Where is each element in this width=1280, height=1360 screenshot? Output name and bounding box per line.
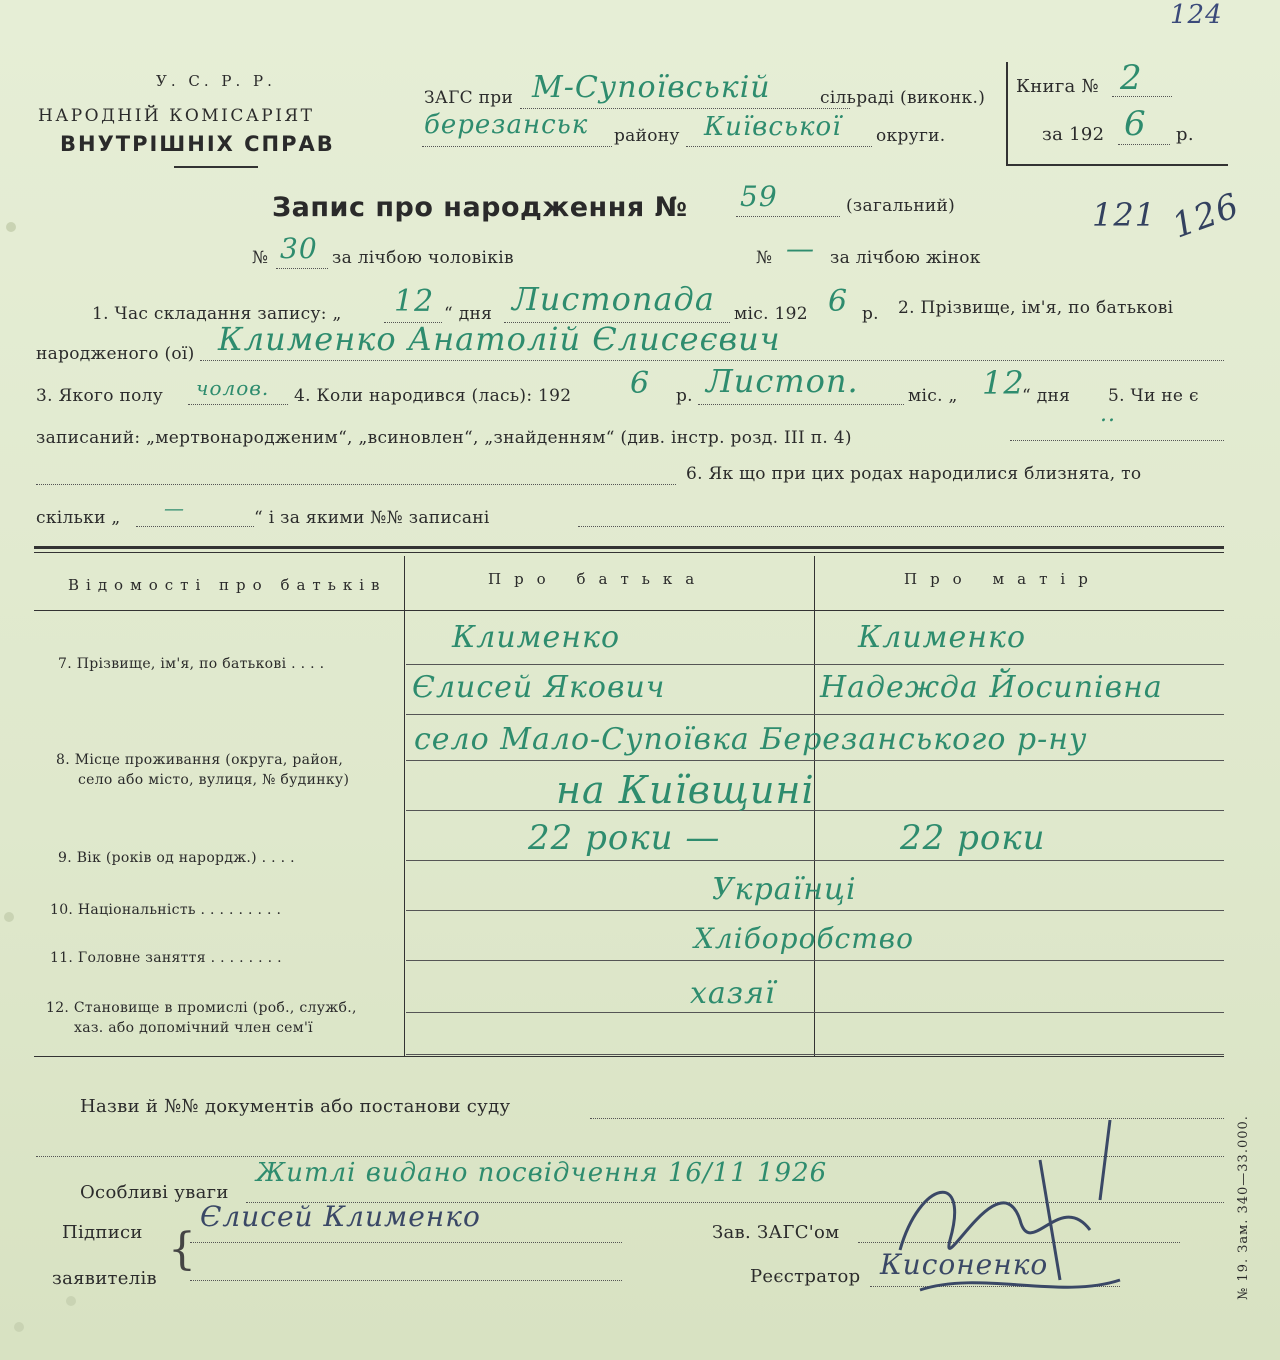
f1-label: 1. Час складання запису: „ xyxy=(92,304,342,324)
record-general: (загальний) xyxy=(846,196,956,216)
registrar-value: Кисоненко xyxy=(880,1248,1049,1281)
punch-hole xyxy=(4,912,14,922)
table-col-2: Про батька xyxy=(488,570,708,588)
record-number-line xyxy=(736,216,840,217)
brace: { xyxy=(168,1224,197,1275)
book-number: 2 xyxy=(1120,58,1143,98)
f2-label: 2. Прізвище, ім'я, по батькові xyxy=(898,298,1174,318)
zags-label: ЗАГС при xyxy=(424,88,514,108)
district-value: березанськ xyxy=(424,110,589,140)
f3-label: 3. Якого полу xyxy=(36,386,164,406)
f4-month-suffix: міс. „ xyxy=(908,386,958,406)
punch-hole xyxy=(6,222,16,232)
mother-surname: Клименко xyxy=(858,620,1027,655)
table-top-rule-2 xyxy=(34,552,1224,553)
table-row-line xyxy=(406,1054,1224,1055)
women-prefix: № xyxy=(756,248,773,268)
f1-month: Листопада xyxy=(512,280,715,318)
book-year-label: за 192 xyxy=(1042,124,1105,145)
book-number-line xyxy=(1112,96,1172,97)
f4-year: 6 xyxy=(630,366,651,401)
f3-line xyxy=(188,404,288,405)
residence-line-1: село Мало-Супоївка Березанського р-ну xyxy=(414,722,1088,757)
notes-label: Особливі уваги xyxy=(80,1182,229,1203)
nationality: Українці xyxy=(712,872,857,907)
f6-value: — xyxy=(164,496,185,520)
table-divider-1 xyxy=(404,556,405,1056)
book-year-suffix: р. xyxy=(1176,124,1194,145)
row9-label: 9. Вік (років од нарордж.) . . . . xyxy=(58,850,295,866)
f5-label: 5. Чи не є xyxy=(1108,386,1199,406)
zags-village-line xyxy=(520,108,850,109)
book-label: Книга № xyxy=(1016,76,1099,97)
age-mother: 22 роки xyxy=(900,818,1046,858)
okruha-line xyxy=(686,146,872,147)
f6-label: 6. Як що при цих родах народилися близнята, то xyxy=(686,464,1142,484)
header-ussr: У. С. Р. Р. xyxy=(156,72,276,90)
head-label: Зав. ЗАГС'ом xyxy=(712,1222,840,1243)
table-row-line xyxy=(406,910,1224,911)
table-row-line xyxy=(406,960,1224,961)
table-col-3: Про матір xyxy=(904,570,1101,588)
f1-year-suffix: р. xyxy=(862,304,879,324)
f6-line2a: скільки „ xyxy=(36,508,121,528)
table-col-1: Відомості про батьків xyxy=(68,576,387,594)
side-print: № 19. Зам. 340—33.000. xyxy=(1236,1115,1251,1300)
f1-month-suffix: міс. 192 xyxy=(734,304,808,324)
f4-year-suffix: р. xyxy=(676,386,693,406)
table-header-rule xyxy=(34,610,1224,611)
row12-label-2: хаз. або допомічний член сем'ї xyxy=(74,1020,313,1036)
zags-sil-label: сільраді (виконк.) xyxy=(820,88,986,108)
table-row-line xyxy=(406,664,1224,665)
table-row-line xyxy=(406,860,1224,861)
f2-value: Клименко Анатолій Єлисеєвич xyxy=(218,320,781,358)
table-row-line xyxy=(406,714,1224,715)
women-number: — xyxy=(786,232,815,265)
f5-value: .. xyxy=(1100,402,1116,427)
f3-value: чолов. xyxy=(196,376,270,400)
book-year-digit: 6 xyxy=(1124,104,1147,144)
margin-number-1: 121 xyxy=(1092,196,1157,234)
punch-hole xyxy=(14,1322,24,1332)
row7-label: 7. Прізвище, ім'я, по батькові . . . . xyxy=(58,656,325,672)
sign-value: Єлисей Клименко xyxy=(200,1200,481,1233)
table-row-line xyxy=(406,810,1224,811)
notes-value: Житлі видано посвідчення 16/11 1926 xyxy=(256,1158,828,1188)
f6-line2b: “ і за якими №№ записані xyxy=(254,508,490,528)
f5-value-line xyxy=(1010,440,1224,441)
record-number: 59 xyxy=(740,180,778,213)
registrar-label: Реєстратор xyxy=(750,1266,861,1287)
header-underline xyxy=(174,166,258,168)
residence-line-2: на Київщині xyxy=(556,768,815,812)
record-title: Запис про народження № xyxy=(272,192,688,223)
f4-day-suffix: “ дня xyxy=(1022,386,1071,406)
women-label: за лічбою жінок xyxy=(830,248,981,268)
head-signature xyxy=(860,1100,1180,1330)
f2-line xyxy=(200,360,1224,361)
f4-month: Листоп. xyxy=(706,362,859,400)
table-bottom-rule xyxy=(34,1056,1224,1057)
docs-label: Назви й №№ документів або постанови суду xyxy=(80,1096,511,1117)
mother-name: Надежда Йосипівна xyxy=(820,670,1163,705)
father-name: Єлисей Якович xyxy=(412,670,666,705)
zags-village-value: М-Супоївській xyxy=(532,70,771,105)
sign-line-1 xyxy=(190,1242,622,1243)
f4-label: 4. Коли народився (лась): 192 xyxy=(294,386,572,406)
row8-label-2: село або місто, вулиця, № будинку) xyxy=(78,772,350,788)
f6-numbers-line xyxy=(578,526,1224,527)
row11-label: 11. Головне заняття . . . . . . . . xyxy=(50,950,282,966)
f2-label-2: народженого (ої) xyxy=(36,344,195,364)
men-label: за лічбою чоловіків xyxy=(332,248,514,268)
table-row-line xyxy=(406,1012,1224,1013)
book-year-line xyxy=(1118,144,1170,145)
occupation: Хліборобство xyxy=(694,922,914,955)
sign-label-1: Підписи xyxy=(62,1222,143,1243)
row10-label: 10. Національність . . . . . . . . . xyxy=(50,902,282,918)
men-number-line xyxy=(276,268,328,269)
margin-number-2: 126 xyxy=(1167,185,1245,247)
f5-line2: записаний: „мертвонародженим“, „всиновлен“, „знайденням“ (див. інстр. розд. III п. 4) xyxy=(36,428,852,448)
f1-year: 6 xyxy=(828,284,849,319)
district-line xyxy=(422,146,612,147)
corner-number: 124 xyxy=(1170,0,1223,30)
f5-extra-line xyxy=(36,484,676,485)
sign-label-2: заявителів xyxy=(52,1268,157,1289)
row12-label-1: 12. Становище в промислі (роб., служб., xyxy=(46,1000,357,1016)
f4-day: 12 xyxy=(982,364,1025,402)
header-internal-affairs: ВНУТРІШНІХ СПРАВ xyxy=(60,132,335,156)
men-number: 30 xyxy=(280,232,318,265)
sign-line-2 xyxy=(190,1280,622,1281)
okruha-label: округи. xyxy=(876,126,946,146)
header-commissariat: НАРОДНІЙ КОМІСАРІЯТ xyxy=(38,106,315,126)
district-label: району xyxy=(614,126,680,146)
f6-value-line xyxy=(136,526,254,527)
f1-day: 12 xyxy=(394,284,435,319)
table-row-line xyxy=(406,760,1224,761)
punch-hole xyxy=(66,1296,76,1306)
okruha-value: Київської xyxy=(704,112,842,142)
table-top-rule xyxy=(34,546,1224,549)
men-prefix: № xyxy=(252,248,269,268)
position: хазяї xyxy=(690,976,776,1011)
f1-day-suffix: “ дня xyxy=(444,304,493,324)
row8-label-1: 8. Місце проживання (округа, район, xyxy=(56,752,344,768)
f4-month-line xyxy=(698,404,904,405)
father-surname: Клименко xyxy=(452,620,621,655)
age-father: 22 роки — xyxy=(528,818,721,858)
